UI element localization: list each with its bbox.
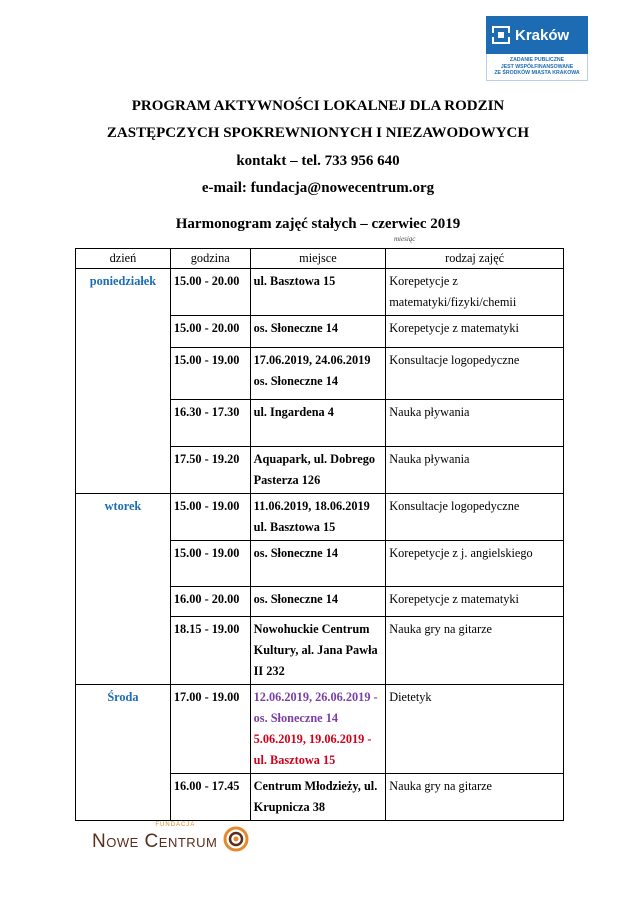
activity-cell — [386, 316, 564, 348]
activity-line: Dietetyk — [389, 690, 432, 704]
table-row — [76, 447, 564, 494]
activity-line: Nauka gry na gitarze — [389, 779, 492, 793]
place-line: Pasterza 126 — [253, 473, 321, 487]
place-cell — [250, 316, 386, 348]
activity-line: matematyki/fizyki/chemii — [389, 295, 517, 309]
krakow-badge — [486, 16, 588, 81]
day-cell — [76, 541, 171, 587]
activity-cell — [386, 494, 564, 541]
hour-cell: 16.30 - 17.30 — [170, 400, 250, 447]
day-cell — [76, 348, 171, 400]
place-line: os. Słoneczne 14 — [253, 321, 339, 335]
activity-line: Nauka gry na gitarze — [389, 622, 492, 636]
header-hour: godzina — [170, 249, 250, 269]
day-cell: wtorek — [76, 494, 171, 541]
hour-cell: 15.00 - 20.00 — [170, 269, 250, 316]
table-header-row — [76, 249, 564, 269]
hour-cell: 17.50 - 19.20 — [170, 447, 250, 494]
place-cell — [250, 348, 386, 400]
program-title-line1: PROGRAM AKTYWNOŚCI LOKALNEJ DLA RODZIN — [131, 98, 505, 114]
table-row — [76, 400, 564, 447]
activity-line: Konsultacje logopedyczne — [389, 353, 520, 367]
activity-cell — [386, 587, 564, 617]
activity-line: Korepetycje z matematyki — [389, 592, 519, 606]
activity-cell — [386, 541, 564, 587]
place-line: Kultury, al. Jana Pawła — [253, 643, 378, 657]
day-cell — [76, 447, 171, 494]
place-cell — [250, 774, 386, 821]
hour-cell: 16.00 - 20.00 — [170, 587, 250, 617]
place-cell — [250, 400, 386, 447]
table-row — [76, 685, 564, 774]
hour-cell: 15.00 - 19.00 — [170, 541, 250, 587]
krakow-badge-header — [486, 16, 588, 54]
place-line: ul. Basztowa 15 — [253, 274, 336, 288]
place-line: 11.06.2019, 18.06.2019 — [253, 499, 370, 513]
krakow-emblem-icon — [492, 26, 510, 44]
table-row — [76, 541, 564, 587]
logo-wordmark — [92, 821, 218, 853]
place-line: ul. Basztowa 15 — [253, 520, 336, 534]
hour-cell: 17.00 - 19.00 — [170, 685, 250, 774]
hour-cell: 15.00 - 19.00 — [170, 348, 250, 400]
activity-cell — [386, 774, 564, 821]
program-title-line2: ZASTĘPCZYCH SPOKREWNIONYCH I NIEZAWODOWYCH — [106, 125, 530, 141]
contact-phone: kontakt – tel. 733 956 640 — [236, 153, 400, 169]
day-cell — [76, 316, 171, 348]
activity-cell — [386, 269, 564, 316]
schedule-table — [75, 248, 564, 821]
place-line: II 232 — [253, 664, 285, 678]
table-row — [76, 587, 564, 617]
hour-cell: 15.00 - 20.00 — [170, 316, 250, 348]
krakow-subtitle — [486, 54, 588, 81]
logo-name: Nowe Centrum — [92, 830, 218, 852]
day-cell — [76, 617, 171, 685]
activity-cell — [386, 617, 564, 685]
krakow-subtitle-line: ZADANIE PUBLICZNE — [509, 57, 565, 63]
place-cell — [250, 269, 386, 316]
place-line: os. Słoneczne 14 — [253, 374, 339, 388]
month-note: miesiąc — [394, 235, 416, 243]
place-line: 5.06.2019, 19.06.2019 - — [253, 732, 372, 746]
place-cell — [250, 685, 386, 774]
activity-cell — [386, 685, 564, 774]
activity-line: Korepetycje z — [389, 274, 458, 288]
place-line: Centrum Młodzieży, ul. — [253, 779, 378, 793]
place-line: Aquapark, ul. Dobrego — [253, 452, 376, 466]
place-cell — [250, 541, 386, 587]
place-line: 17.06.2019, 24.06.2019 — [253, 353, 371, 367]
schedule-title: Harmonogram zajęć stałych – czerwiec 2019 — [175, 216, 461, 232]
place-line: 12.06.2019, 26.06.2019 - — [253, 690, 378, 704]
activity-cell — [386, 400, 564, 447]
table-row — [76, 774, 564, 821]
header-day: dzień — [76, 249, 171, 269]
table-row — [76, 269, 564, 316]
header-place: miejsce — [250, 249, 386, 269]
place-line: os. Słoneczne 14 — [253, 592, 339, 606]
krakow-subtitle-line: JEST WSPÓŁFINANSOWANE — [500, 63, 574, 70]
logo-ring-icon — [223, 826, 249, 857]
activity-cell — [386, 348, 564, 400]
contact-email: e-mail: fundacja@nowecentrum.org — [201, 180, 435, 196]
activity-line: Nauka pływania — [389, 405, 470, 419]
place-line: Nowohuckie Centrum — [253, 622, 370, 636]
place-line: ul. Basztowa 15 — [253, 753, 336, 767]
day-cell — [76, 587, 171, 617]
place-cell — [250, 494, 386, 541]
day-cell: Środa — [76, 685, 171, 774]
day-cell: poniedziałek — [76, 269, 171, 316]
activity-line: Korepetycje z j. angielskiego — [389, 546, 533, 560]
place-line: os. Słoneczne 14 — [253, 546, 339, 560]
hour-cell: 15.00 - 19.00 — [170, 494, 250, 541]
day-cell — [76, 774, 171, 821]
place-line: Krupnicza 38 — [253, 800, 326, 814]
logo-fundacja: FUNDACJA — [155, 821, 196, 828]
hour-cell: 16.00 - 17.45 — [170, 774, 250, 821]
activity-line: Nauka pływania — [389, 452, 470, 466]
table-row — [76, 494, 564, 541]
day-cell — [76, 400, 171, 447]
activity-cell — [386, 447, 564, 494]
krakow-city: Kraków — [515, 26, 570, 44]
nowe-centrum-logo — [92, 821, 249, 857]
table-row — [76, 316, 564, 348]
hour-cell: 18.15 - 19.00 — [170, 617, 250, 685]
activity-line: Konsultacje logopedyczne — [389, 499, 520, 513]
table-row — [76, 348, 564, 400]
place-line: os. Słoneczne 14 — [253, 711, 339, 725]
table-row — [76, 617, 564, 685]
place-cell — [250, 587, 386, 617]
place-cell — [250, 447, 386, 494]
place-cell — [250, 617, 386, 685]
header-activity: rodzaj zajęć — [386, 249, 564, 269]
place-line: ul. Ingardena 4 — [253, 405, 334, 419]
activity-line: Korepetycje z matematyki — [389, 321, 519, 335]
krakow-subtitle-line: ZE ŚRODKÓW MIASTA KRAKOWA — [494, 70, 580, 76]
